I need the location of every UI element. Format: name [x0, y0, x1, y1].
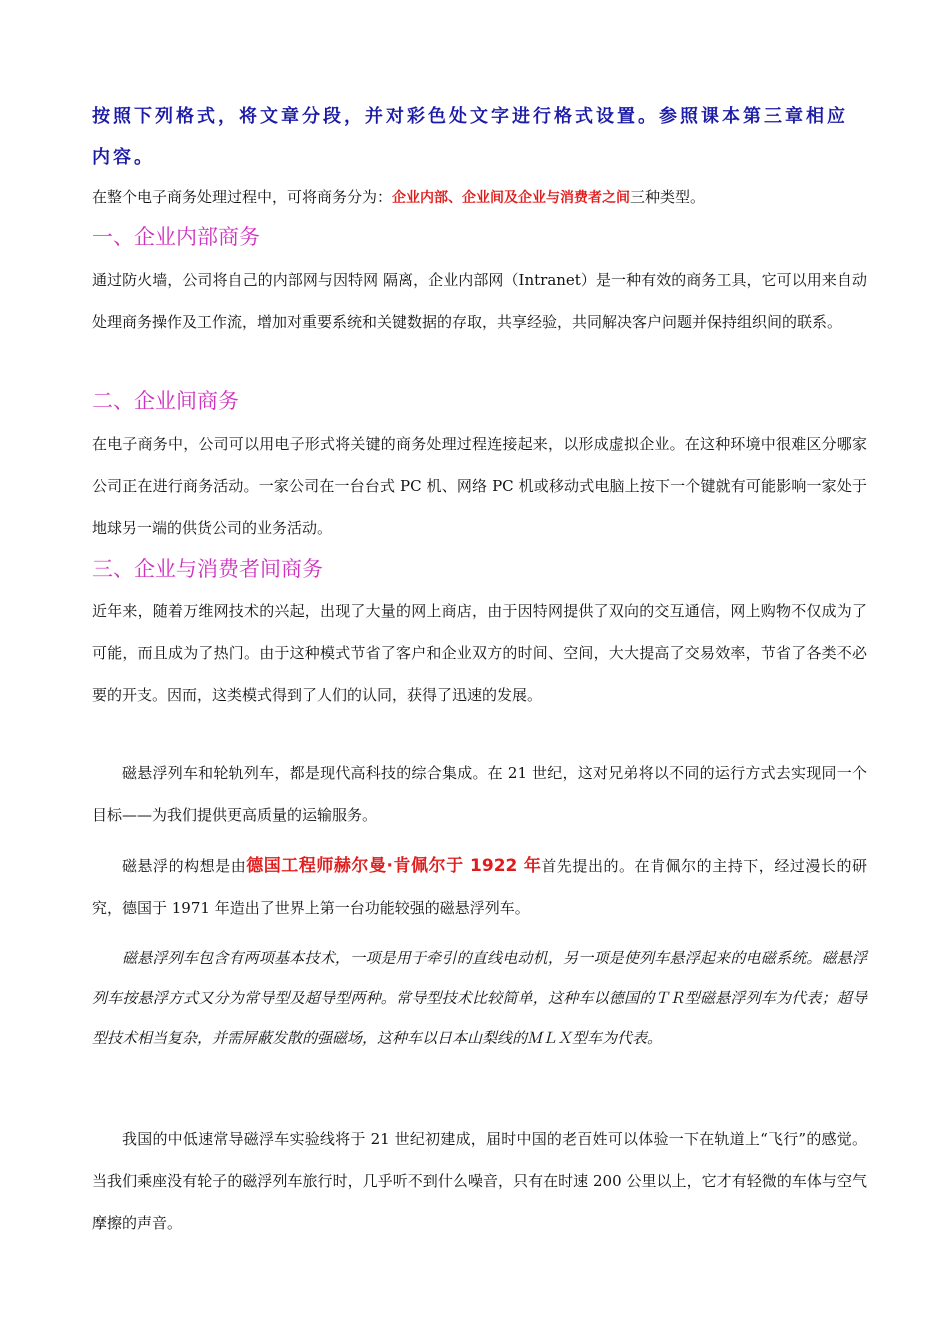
maglev-p2-before: 磁悬浮的构想是由	[122, 857, 247, 875]
instruction-text: 按照下列格式，将文章分段，并对彩色处文字进行格式设置。参照课本第三章相应内容。	[92, 106, 848, 168]
maglev-paragraph-2	[92, 845, 867, 929]
heading-b2b-commerce: 二、企业间商务	[92, 389, 239, 413]
maglev-paragraph-4: 我国的中低速常导磁浮车实验线将于 21 世纪初建成，届时中国的老百姓可以体验一下在轨道上“飞行”的感觉。当我们乘座没有轮子的磁浮列车旅行时，几乎听不到什么噪音，只有在时速 200 公里以上，它才有轻微的车体与空气摩擦的声音。	[92, 1130, 867, 1232]
heading-b2c-commerce: 三、企业与消费者间商务	[92, 557, 323, 581]
paragraph-internal-commerce: 通过防火墙，公司将自己的内部网与因特网 隔离，企业内部网（Intranet）是一种有效的商务工具，它可以用来自动处理商务操作及工作流，增加对重要系统和关键数据的存取，共享经验，共同解决客户问题并保持组织间的联系。	[92, 271, 867, 331]
intro-paragraph	[92, 178, 867, 217]
intro-highlight: 企业内部、企业间及企业与消费者之间	[392, 190, 631, 206]
maglev-p2-highlight: 德国工程师赫尔曼·肯佩尔于 1922 年	[246, 856, 542, 876]
paragraph-b2c-commerce: 近年来，随着万维网技术的兴起，出现了大量的网上商店，由于因特网提供了双向的交互通信，网上购物不仅成为了可能，而且成为了热门。由于这种模式节省了客户和企业双方的时间、空间，大大提高了交易效率，节省了各类不必要的开支。因而，这类模式得到了人们的认同，获得了迅速的发展。	[92, 602, 867, 704]
maglev-p2-after: 首先提出的。在肯佩尔的主持下，经过漫长的研究，德国于 1971 年造出了世界上第一台功能较强的磁悬浮列车。	[92, 857, 867, 917]
heading-internal-commerce: 一、企业内部商务	[92, 225, 260, 249]
intro-after: 三种类型。	[630, 188, 706, 206]
paragraph-b2b-commerce: 在电子商务中，公司可以用电子形式将关键的商务处理过程连接起来，以形成虚拟企业。在这种环境中很难区分哪家公司正在进行商务活动。一家公司在一台台式 PC 机、网络 PC 机或移动式电脑上按下一个键就有可能影响一家处于地球另一端的供货公司的业务活动。	[92, 435, 867, 537]
intro-before: 在整个电子商务处理过程中，可将商务分为：	[92, 188, 393, 206]
maglev-paragraph-1: 磁悬浮列车和轮轨列车，都是现代高科技的综合集成。在 21 世纪，这对兄弟将以不同的运行方式去实现同一个目标——为我们提供更高质量的运输服务。	[92, 764, 867, 824]
maglev-paragraph-3: 磁悬浮列车包含有两项基本技术，一项是用于牵引的直线电动机，另一项是使列车悬浮起来的电磁系统。磁悬浮列车按悬浮方式又分为常导型及超导型两种。常导型技术比较简单，这种车以德国的ＴＲ型磁悬浮列车为代表；超导型技术相当复杂，并需屏蔽发散的强磁场，这种车以日本山梨线的ＭＬＸ型车为代表。	[92, 949, 867, 1047]
